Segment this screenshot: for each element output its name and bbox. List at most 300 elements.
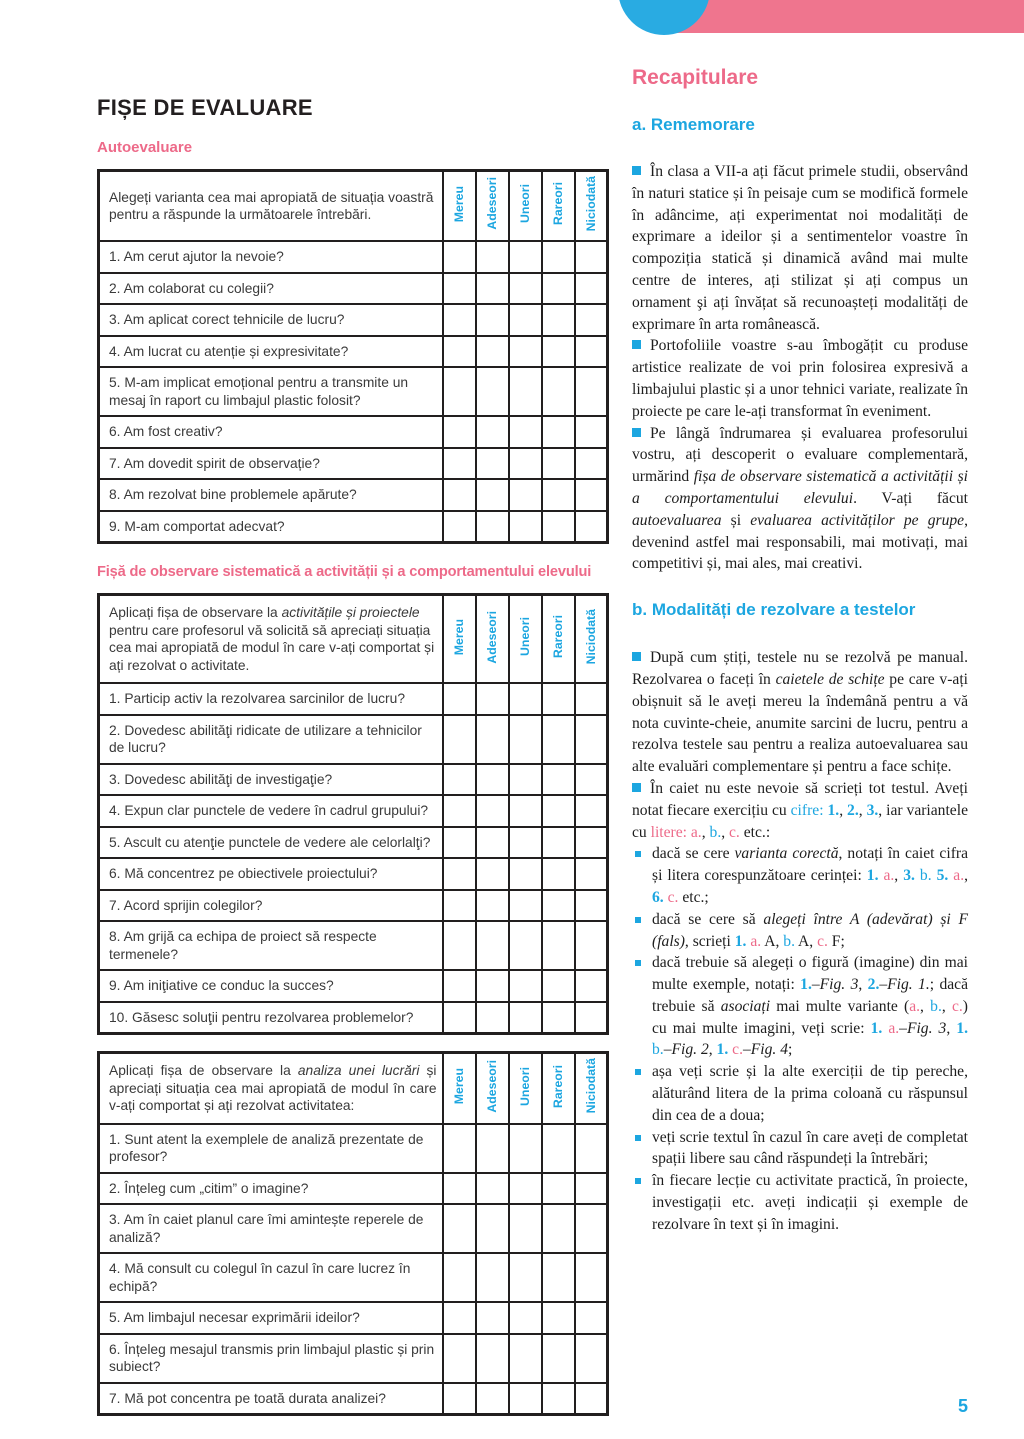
answer-cell[interactable] [542,683,575,715]
rating-column-header [542,171,575,242]
page-number: 5 [957,1396,968,1416]
answer-cell[interactable] [476,764,509,796]
answer-cell[interactable] [542,479,575,511]
text-segment: fișa de observare sistematică a activității și a comportamentului elevului [632,468,968,507]
answer-cell[interactable] [542,448,575,480]
answer-cell[interactable] [476,1334,509,1383]
header-bar-decoration [660,0,1024,33]
answer-cell[interactable] [542,511,575,543]
evaluation-sheets-column [97,95,607,1416]
answer-cell[interactable] [575,479,608,511]
answer-cell[interactable] [443,304,476,336]
page-title: FIȘE DE EVALUARE [97,95,313,120]
text-segment: , [858,976,868,994]
answer-cell[interactable] [443,416,476,448]
list-item [632,843,968,908]
answer-cell[interactable] [509,273,542,305]
small-square-bullet-icon [635,1069,641,1075]
text-segment: a. [750,932,762,950]
answer-cell[interactable] [476,1383,509,1415]
answer-cell[interactable] [575,827,608,859]
text-segment: b. [930,997,942,1015]
text-segment: și [721,511,751,529]
answer-cell[interactable] [509,764,542,796]
text-segment: Fig. 3 [906,1019,947,1037]
answer-cell[interactable] [542,858,575,890]
answer-cell[interactable] [575,1253,608,1302]
text-segment: dacă se cere [652,845,735,863]
answer-cell[interactable] [542,1002,575,1034]
rating-column-header [476,595,509,684]
list-item [632,1061,968,1126]
answer-cell[interactable] [443,448,476,480]
observare-subtitle: Fișă de observare sistematică a activității și a comportamentului elevului [97,564,592,581]
answer-cell[interactable] [476,795,509,827]
answer-cell[interactable] [542,1124,575,1173]
section-b-heading: b. Modalități de rezolvare a testelor [632,600,916,620]
list-item [632,1127,968,1171]
answer-cell[interactable] [542,1173,575,1205]
text-segment: Pe lângă îndrumarea și evaluarea profesorului vostru, ați descoperit o evaluare complementară, urmărind [632,424,968,486]
answer-cell[interactable] [443,1253,476,1302]
autoevaluare-subtitle: Autoevaluare [97,139,193,156]
answer-cell[interactable] [443,827,476,859]
answer-cell[interactable] [542,1204,575,1253]
section-b-paragraphs [632,647,968,843]
text-segment: , devenind astfel mai responsabili, mai motivați, mai competitivi și, mai ales, mai creativi. [632,511,969,573]
rating-label: Mereu [451,1068,466,1105]
text-segment: 2. [847,801,859,819]
paragraph [632,778,968,843]
answer-cell[interactable] [575,273,608,305]
answer-cell[interactable] [443,336,476,368]
answer-cell[interactable] [476,827,509,859]
table-header-row [99,595,608,684]
answer-cell[interactable] [575,1173,608,1205]
question-row [99,273,608,305]
rating-column-header [443,1053,476,1124]
text-segment: evaluarea activităților pe grupe [750,511,965,529]
answer-cell[interactable] [509,795,542,827]
autoevaluare-table [97,169,609,544]
list-item [632,1170,968,1235]
text-segment: , [708,1041,717,1059]
text-segment: c. [817,932,828,950]
text-segment: a. [909,997,921,1015]
answer-cell[interactable] [542,1253,575,1302]
answer-cell[interactable] [509,416,542,448]
text-segment: asociați [720,997,771,1015]
text-segment: litere: [650,823,691,841]
answer-cell[interactable] [509,827,542,859]
answer-cell[interactable] [509,890,542,922]
text-segment: dacă se cere să [652,910,764,928]
question-text: 3. Dovedesc abilităţi de investigaţie? [99,764,443,796]
answer-cell[interactable] [509,1173,542,1205]
answer-cell[interactable] [542,367,575,416]
answer-cell[interactable] [575,1302,608,1334]
answer-cell[interactable] [443,1124,476,1173]
list-item-text [652,909,968,953]
text-segment: – [899,1019,907,1037]
small-square-bullet-icon [635,1135,641,1141]
answer-cell[interactable] [443,1302,476,1334]
answer-cell[interactable] [443,1002,476,1034]
answer-cell[interactable] [575,1124,608,1173]
answer-cell[interactable] [542,336,575,368]
rating-column-header [476,171,509,242]
answer-cell[interactable] [575,511,608,543]
answer-cell[interactable] [575,416,608,448]
recapitulare-title: Recapitulare [632,66,759,89]
rating-column-header [542,595,575,684]
question-text: 10. Găsesc soluţii pentru rezolvarea problemelor? [99,1002,443,1034]
text-segment: b. [919,867,932,885]
question-text: 5. Am limbajul necesar exprimării ideilor? [99,1302,443,1334]
list-item [632,952,968,1061]
answer-cell[interactable] [542,715,575,764]
answer-cell[interactable] [476,1002,509,1034]
rating-label: Niciodată [583,176,598,232]
rating-label: Uneori [517,184,532,224]
question-row [99,1002,608,1034]
answer-cell[interactable] [476,273,509,305]
question-text: 9. Am iniţiative ce conduc la succes? [99,970,443,1002]
text-segment: 3. [903,867,915,885]
answer-cell[interactable] [575,241,608,273]
text-segment: 2. [867,976,880,994]
answer-cell[interactable] [476,1204,509,1253]
text-segment: – [663,1041,672,1059]
list-item-text [652,1127,968,1171]
answer-cell[interactable] [443,367,476,416]
answer-cell[interactable] [509,970,542,1002]
answer-cell[interactable] [476,1302,509,1334]
square-bullet-icon [632,783,641,792]
question-row [99,1253,608,1302]
answer-cell[interactable] [476,858,509,890]
answer-cell[interactable] [509,479,542,511]
answer-cell[interactable] [575,858,608,890]
question-text: 4. Am lucrat cu atenție și expresivitate? [99,336,443,368]
text-segment: În clasa a VII-a ați făcut primele studii, observând în naturi statice și în peisaje cum se modifică formele în adâncime, ați experimentat noi modalități de exprimare a ideilor și a sentimentelor voastre în compoziția statică și dinamică având mai multe centre de interes, ați stilizat și ați compus un ornament şi ați învățat să recunoașteți modalități de exprimare în arta românească. [632,163,968,333]
answer-cell[interactable] [509,921,542,970]
text-segment: 6. [652,888,664,906]
answer-cell[interactable] [476,970,509,1002]
text-segment: c. [667,888,679,906]
answer-cell[interactable] [542,416,575,448]
answer-cell[interactable] [575,1002,608,1034]
answer-cell[interactable] [476,367,509,416]
question-row [99,715,608,764]
answer-cell[interactable] [476,715,509,764]
text-segment: caietele de schițe [775,670,885,688]
rating-column-header [476,1053,509,1124]
answer-cell[interactable] [443,890,476,922]
answer-cell[interactable] [443,764,476,796]
answer-cell[interactable] [476,336,509,368]
table-header-row [99,1053,608,1124]
answer-cell[interactable] [476,304,509,336]
text-segment: c. [732,1041,743,1059]
answer-cell[interactable] [476,448,509,480]
question-text: 2. Dovedesc abilităţi ridicate de utilizare a tehnicilor de lucru? [99,715,443,764]
answer-cell[interactable] [509,511,542,543]
answer-cell[interactable] [542,241,575,273]
text-segment: După cum știți, testele nu se rezolvă pe manual. Rezolvarea o faceți în [632,649,968,688]
text-segment: – [879,976,888,994]
answer-cell[interactable] [575,683,608,715]
list-item-text [652,1061,968,1126]
text-segment: mai multe variante ( [770,997,910,1015]
text-segment: Fig. 2 [671,1041,709,1059]
text-segment: etc.; [678,888,709,906]
answer-cell[interactable] [509,1002,542,1034]
answer-cell[interactable] [509,336,542,368]
text-segment: Fig. 4 [750,1041,789,1059]
text-segment: 1. [716,1041,729,1059]
observare-analiza-table [97,1051,609,1416]
observare-activitate-table [97,593,609,1035]
answer-cell[interactable] [542,921,575,970]
text-segment: varianta corectă [734,845,839,863]
rating-label: Uneori [517,1066,532,1106]
answer-cell[interactable] [509,1204,542,1253]
text-segment: , [964,867,969,885]
section-a-paragraphs [632,161,968,575]
small-square-bullet-icon [635,917,641,923]
answer-cell[interactable] [575,1204,608,1253]
answer-cell[interactable] [509,1124,542,1173]
paragraph [632,161,968,335]
text-segment: A, [761,932,784,950]
rating-column-header [443,171,476,242]
text-segment: c. [729,823,740,841]
text-segment: Portofoliile voastre s-au îmbogățit cu produse artistice realizate de voi prin folosirea expresivă a limbajului plastic și a unor tehnici variate, realizate în proiecte pe care le-ați transformat în eveniment. [632,337,968,420]
answer-cell[interactable] [443,273,476,305]
square-bullet-icon [632,428,641,437]
table-instruction [99,171,443,242]
answer-cell[interactable] [509,683,542,715]
question-row [99,479,608,511]
square-bullet-icon [632,340,641,349]
answer-cell[interactable] [509,1383,542,1415]
text-segment: 3. [866,801,879,819]
text-segment: 1. [866,867,879,885]
question-text: 4. Mă consult cu colegul în cazul în care lucrez în echipă? [99,1253,443,1302]
recapitulare-column [632,66,968,1236]
answer-cell[interactable] [575,336,608,368]
question-row [99,970,608,1002]
small-square-bullet-icon [635,851,641,857]
answer-cell[interactable] [509,304,542,336]
text-segment: 1. [800,976,812,994]
rating-label: Rareori [550,1064,565,1108]
question-row [99,858,608,890]
answer-cell[interactable] [443,241,476,273]
answer-cell[interactable] [575,1334,608,1383]
answer-cell[interactable] [542,304,575,336]
question-text: 7. Mă pot concentra pe toată durata analizei? [99,1383,443,1415]
question-row [99,827,608,859]
answer-cell[interactable] [575,1383,608,1415]
answer-cell[interactable] [476,890,509,922]
question-text: 1. Particip activ la rezolvarea sarcinilor de lucru? [99,683,443,715]
answer-cell[interactable] [476,683,509,715]
text-segment: 1. [827,801,840,819]
answer-cell[interactable] [476,921,509,970]
answer-cell[interactable] [509,1253,542,1302]
answer-cell[interactable] [575,448,608,480]
question-row [99,1302,608,1334]
rating-label: Adeseori [484,177,499,230]
rating-label: Mereu [451,185,466,222]
text-segment: F; [827,932,845,950]
answer-cell[interactable] [443,1204,476,1253]
text-segment: a. [690,823,702,841]
text-segment: 5. [936,867,949,885]
answer-cell[interactable] [509,448,542,480]
answer-cell[interactable] [542,970,575,1002]
answer-cell[interactable] [509,241,542,273]
answer-cell[interactable] [476,511,509,543]
answer-cell[interactable] [575,304,608,336]
rating-label: Adeseori [484,1059,499,1113]
question-text: 6. Înțeleg mesajul transmis prin limbajul plastic și prin subiect? [99,1334,443,1383]
table-instruction [99,595,443,684]
answer-cell[interactable] [476,1124,509,1173]
question-row [99,1173,608,1205]
answer-cell[interactable] [542,827,575,859]
answer-cell[interactable] [542,1383,575,1415]
text-segment: , notați în caiet cifra și litera corespunzătoare cerinței: [652,845,968,885]
question-text: 4. Expun clar punctele de vedere în cadrul grupului? [99,795,443,827]
question-row [99,241,608,273]
answer-cell[interactable] [575,970,608,1002]
text-segment: autoevaluarea [632,511,722,529]
answer-cell[interactable] [476,416,509,448]
answer-cell[interactable] [443,1173,476,1205]
text-segment: 1. [734,932,747,950]
small-square-bullet-icon [635,1178,641,1184]
table-header-row [99,171,608,242]
answer-cell[interactable] [443,858,476,890]
question-row [99,1334,608,1383]
answer-cell[interactable] [443,715,476,764]
answer-cell[interactable] [509,715,542,764]
text-segment: Fig. 3 [819,976,859,994]
answer-cell[interactable] [476,479,509,511]
answer-cell[interactable] [443,970,476,1002]
text-segment: , [946,1019,957,1037]
answer-cell[interactable] [509,367,542,416]
answer-cell[interactable] [542,764,575,796]
answer-cell[interactable] [476,241,509,273]
text-segment: a. [888,1019,900,1037]
answer-cell[interactable] [542,890,575,922]
text-segment: , [941,997,952,1015]
answer-cell[interactable] [575,715,608,764]
paragraph [632,335,968,422]
question-text: 3. Am aplicat corect tehnicile de lucru? [99,304,443,336]
answer-cell[interactable] [476,1173,509,1205]
question-text: 2. Înțeleg cum „citim” o imagine? [99,1173,443,1205]
answer-cell[interactable] [476,1253,509,1302]
text-segment: și apreciați situația cea mai apropiată de modul în care v-ați comportat și ați rezolvat activitatea: [109,1063,437,1114]
answer-cell[interactable] [542,795,575,827]
rating-label: Niciodată [583,1058,598,1114]
answer-cell[interactable] [575,890,608,922]
question-row [99,304,608,336]
section-a-heading: a. Rememorare [632,115,755,134]
square-bullet-icon [632,166,641,175]
question-row [99,890,608,922]
answer-cell[interactable] [443,479,476,511]
paragraph [632,647,968,778]
text-segment: Fig. 1. [887,976,930,994]
answer-cell[interactable] [542,1334,575,1383]
question-text: 3. Am în caiet planul care îmi amintește reperele de analiză? [99,1204,443,1253]
answer-cell[interactable] [575,367,608,416]
answer-cell[interactable] [443,1383,476,1415]
text-segment: a. [953,867,965,885]
text-segment: alegeți între A (adevărat) și F (fals) [652,910,968,950]
text-segment: , [721,823,730,841]
text-segment: așa veți scrie și la alte exerciții de tip pereche, alăturând litera de la prima coloană cu răspunsul din cea de a doua; [652,1063,968,1124]
answer-cell[interactable] [443,683,476,715]
text-segment: . V-ați făcut [853,489,969,507]
answer-cell[interactable] [509,858,542,890]
text-segment: Aplicați fișa de observare la [109,605,282,621]
answer-cell[interactable] [542,1302,575,1334]
answer-cell[interactable] [575,921,608,970]
question-text: 8. Am grijă ca echipa de proiect să respecte termenele? [99,921,443,970]
question-text: 6. Mă concentrez pe obiectivele proiectului? [99,858,443,890]
answer-cell[interactable] [509,1302,542,1334]
answer-cell[interactable] [443,1334,476,1383]
list-item-text [652,1170,968,1235]
answer-cell[interactable] [575,764,608,796]
text-segment: , [839,801,848,819]
text-segment: În caiet nu este nevoie să scrieți tot testul. Aveți notat fiecare exercițiu cu [632,779,968,819]
question-row [99,795,608,827]
answer-cell[interactable] [509,1334,542,1383]
question-row [99,1383,608,1415]
text-segment: b. [652,1041,664,1059]
question-row [99,448,608,480]
text-segment: , iar variantele cu [632,801,968,841]
question-row [99,764,608,796]
question-row [99,921,608,970]
table-instruction [99,1053,443,1124]
text-segment: , [701,823,710,841]
answer-cell[interactable] [542,273,575,305]
answer-cell[interactable] [443,921,476,970]
rating-column-header [575,595,608,684]
question-text: 6. Am fost creativ? [99,416,443,448]
section-b-bullet-list [632,843,968,1235]
question-row [99,367,608,416]
answer-cell[interactable] [575,795,608,827]
question-text: 1. Sunt atent la exemplele de analiză prezentate de profesor? [99,1124,443,1173]
rating-label: Rareori [550,182,565,226]
square-bullet-icon [632,652,641,661]
answer-cell[interactable] [443,511,476,543]
text-segment: pe care v-ați obișnuit să le aveți mereu la îndemână pentru a vă nota cuvinte-cheie, anumite sarcini de lucru, pentru a rezolva testele sau pentru a realiza autoevaluarea sau alte evaluări complementare și pentru a face schițe. [632,670,968,776]
answer-cell[interactable] [443,795,476,827]
question-row [99,1204,608,1253]
text-segment: , [858,801,867,819]
